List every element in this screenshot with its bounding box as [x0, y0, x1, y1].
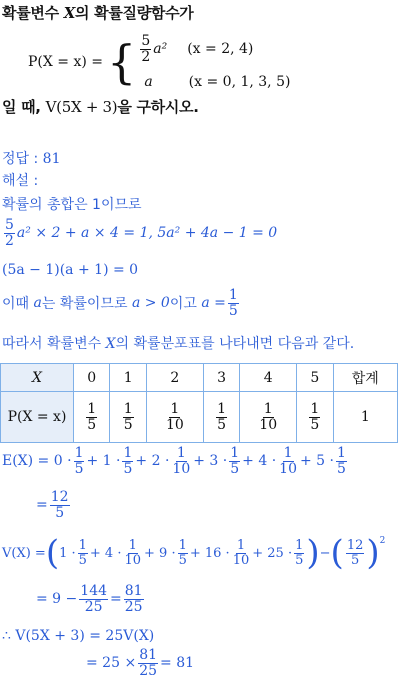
condition-text: 이때: [2, 296, 30, 313]
table-cell-x: 4: [240, 364, 297, 392]
ex-lhs: E(X) =: [2, 453, 50, 470]
ex-term: + 1 ·: [86, 453, 121, 470]
table-intro: [2, 333, 354, 353]
condition-fraction: $\frac{1}{5}$: [228, 287, 238, 319]
pmf-definition: [28, 34, 290, 90]
variable-x: X: [63, 4, 76, 22]
table-cell-p: $\frac{1}{5}$: [74, 392, 110, 443]
table-sum-label: 합계: [333, 364, 397, 392]
vx-res-prefix: = 9 −: [36, 591, 78, 608]
ex-result-fraction: $\frac{12}{5}$: [50, 489, 69, 521]
question-text: 확률변수: [2, 4, 59, 22]
table-cell-p: $\frac{1}{10}$: [240, 392, 297, 443]
table-intro-text: 따라서 확률변수: [2, 336, 102, 352]
question-expr: V(5X + 3): [45, 98, 118, 116]
question-text: 을 구하시오.: [117, 98, 199, 116]
question-text: 일 때,: [2, 98, 41, 116]
vx-res-eq: =: [110, 591, 122, 608]
table-cell-p: $\frac{1}{5}$: [110, 392, 146, 443]
case1-cond: (x = 2, 4): [187, 41, 254, 58]
vx-term: 1 ·: [59, 545, 76, 561]
expectation-line: E(X) = 0 · $\frac{1}{5}$ + 1 · $\frac{1}{5}$ + 2 · $\frac{1}{10}$ + 3 · $\frac{1}{5}$ + 4 · $\frac{1}{10}$ + 5 · $\frac{1}{5}$: [2, 445, 346, 477]
vx-term: + 9 ·: [144, 545, 176, 561]
final-line-2: = 25 × $\frac{81}{25}$ = 81: [86, 647, 195, 679]
condition-line: [2, 288, 241, 318]
table-intro-text: 의 확률분포표를 나타내면 다음과 같다.: [115, 336, 355, 352]
question-text: 의 확률질량함수가: [75, 4, 194, 22]
case2-cond: (x = 0, 1, 3, 5): [188, 74, 291, 90]
pmf-cases: [138, 34, 290, 90]
condition-gt: a > 0: [131, 295, 170, 312]
equation-1: [2, 218, 277, 248]
pmf-lhs: P(X = x) =: [28, 54, 104, 70]
condition-var: a: [33, 295, 42, 312]
final-line-1: ∴ V(5X + 3) = 25V(X): [2, 628, 155, 644]
condition-text: 이고: [169, 296, 197, 313]
vx-term: + 4 ·: [89, 545, 122, 561]
condition-text: 는 확률이므로: [41, 296, 128, 313]
ex-term: + 5 ·: [299, 453, 334, 470]
question-line-1: [2, 2, 194, 23]
variance-result: = 9 − $\frac{144}{25}$ = $\frac{81}{25}$: [36, 583, 143, 615]
explanation-label: 해설 :: [2, 173, 39, 189]
ex-term: 0 ·: [53, 453, 72, 470]
table-head-x: X: [1, 364, 74, 392]
table-cell-x: 5: [297, 364, 333, 392]
table-intro-var: X: [105, 336, 116, 352]
table-cell-x: 3: [203, 364, 239, 392]
table-cell-x: 1: [110, 364, 146, 392]
probability-table: [0, 363, 398, 443]
ex-term: + 2 ·: [135, 453, 170, 470]
case2-expr: a: [144, 74, 153, 90]
final-prefix: = 25 ×: [86, 655, 137, 672]
table-row-x: [1, 364, 398, 392]
answer-value: 81: [42, 151, 61, 167]
pmf-case-1: [138, 34, 290, 64]
table-cell-p: $\frac{1}{5}$: [297, 392, 333, 443]
answer-line: [2, 148, 61, 168]
eq1-rest: a² × 2 + a × 4 = 1, 5a² + 4a − 1 = 0: [16, 225, 278, 242]
condition-aeq: a =: [201, 295, 226, 312]
table-cell-p: $\frac{1}{5}$: [203, 392, 239, 443]
ex-eq: =: [36, 497, 48, 514]
sum-statement: 확률의 총합은 1이므로: [2, 197, 142, 213]
case1-coef: $\frac{5}{2}$: [141, 33, 151, 65]
ex-term: + 4 ·: [242, 453, 277, 470]
vx-lhs: V(X) =: [2, 545, 46, 561]
answer-label: 정답 :: [2, 151, 39, 167]
table-sum-value: 1: [333, 392, 397, 443]
brace: {: [107, 35, 137, 89]
variance-line: V(X) = ( 1 · $\frac{1}{5}$ + 4 · $\frac{1}{10}$ + 9 · $\frac{1}{5}$ + 16 · $\frac{1}{10}$ + 25 · $\frac{1}{5}$ ) − ( $\frac{12}{5}$ ) $^2$: [2, 533, 386, 573]
vx-minus: −: [319, 545, 331, 561]
table-head-p: P(X = x): [1, 392, 74, 443]
vx-term: + 16 ·: [189, 545, 230, 561]
final-suffix: = 81: [160, 655, 195, 672]
question-line-3: [2, 96, 199, 117]
table-cell-p: $\frac{1}{10}$: [146, 392, 203, 443]
pmf-case-2: [138, 74, 290, 90]
eq1-fraction: $\frac{5}{2}$: [5, 217, 14, 249]
expectation-result: [36, 490, 72, 520]
ex-term: + 3 ·: [193, 453, 228, 470]
vx-term: + 25 ·: [252, 545, 293, 561]
equation-2: (5a − 1)(a + 1) = 0: [2, 262, 139, 278]
table-cell-x: 2: [146, 364, 203, 392]
table-row-p: [1, 392, 398, 443]
table-cell-x: 0: [74, 364, 110, 392]
case1-expr: a²: [153, 41, 168, 58]
